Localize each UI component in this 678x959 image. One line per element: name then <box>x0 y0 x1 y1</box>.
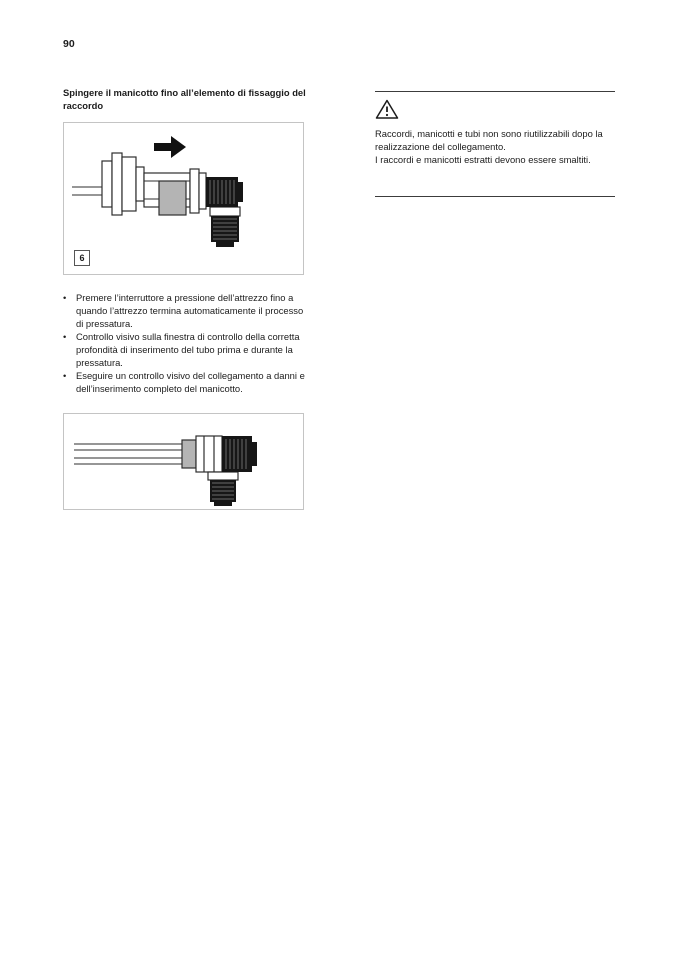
bullet-marker: • <box>63 370 67 381</box>
bullet-marker: • <box>63 331 67 342</box>
section-heading: Spingere il manicotto fino all’elemento di fissaggio del raccordo <box>63 87 306 111</box>
knurled-nut-horizontal <box>206 177 243 207</box>
warning-text <box>375 127 617 166</box>
separator-rule-bottom <box>375 196 615 197</box>
knurled-nut-horizontal <box>222 436 257 472</box>
figure-number-badge: 6 <box>74 250 90 266</box>
separator-rule-top <box>375 91 615 92</box>
list-item <box>63 330 309 369</box>
warning-line-1: Raccordi, manicotti e tubi non sono riutilizzabili dopo la realizzazione del collegamento. <box>375 128 603 152</box>
list-item <box>63 291 309 330</box>
page-number: 90 <box>63 38 75 50</box>
bullet-marker: • <box>63 292 67 303</box>
list-item-text: Premere l’interruttore a pressione dell’attrezzo fino a quando l’attrezzo termina automaticamente il processo di pressatura. <box>76 292 304 329</box>
press-tool-drawing <box>64 123 303 274</box>
list-item-text: Eseguire un controllo visivo del collegamento a danni e dell’inserimento completo del manicotto. <box>76 370 305 394</box>
figure-press-tool <box>63 122 304 275</box>
finished-connection-drawing <box>64 414 303 509</box>
figure-finished-connection <box>63 413 304 510</box>
list-item-text: Controllo visivo sulla finestra di controllo della corretta profondità di inserimento del tubo prima e durante la pressatura. <box>76 331 300 368</box>
knurled-connector-vertical <box>210 480 236 506</box>
warning-triangle-icon <box>375 98 399 120</box>
direction-arrow-icon <box>154 136 186 158</box>
warning-line-2: I raccordi e manicotti estratti devono essere smaltiti. <box>375 154 591 165</box>
bullet-list <box>63 291 309 395</box>
list-item <box>63 369 309 395</box>
knurled-connector-vertical <box>211 216 239 247</box>
